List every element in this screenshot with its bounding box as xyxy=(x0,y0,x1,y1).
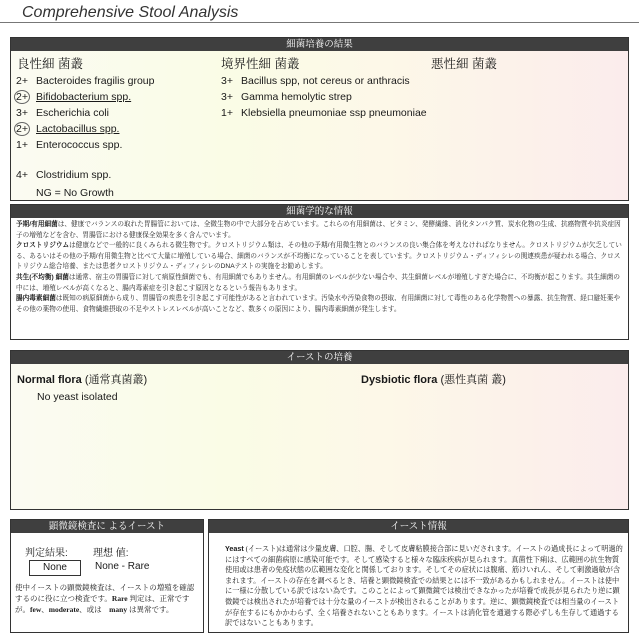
growth-grade: 1+ xyxy=(221,107,233,119)
microscopic-yeast-panel xyxy=(10,519,204,633)
imbalance-row xyxy=(221,107,427,119)
beneficial-row xyxy=(16,139,122,151)
yeast-culture-panel xyxy=(10,350,629,510)
reference-value: None - Rare xyxy=(95,561,150,572)
organism-name: Lactobacillus spp. xyxy=(36,123,120,135)
yeast-info-header: イースト情報 xyxy=(209,520,628,533)
growth-grade: 1+ xyxy=(16,139,28,151)
bacteria-info-panel xyxy=(10,204,629,340)
beneficial-column-heading: 良性細 菌叢 xyxy=(17,57,83,71)
imbalance-column-heading: 境界性細 菌叢 xyxy=(221,57,300,71)
organism-name: Escherichia coli xyxy=(36,107,109,119)
title-divider xyxy=(0,22,639,23)
growth-grade: 4+ xyxy=(16,169,28,181)
result-value: None xyxy=(29,560,81,576)
organism-name: Bifidobacterium spp. xyxy=(36,91,132,103)
imbalance-row xyxy=(221,75,410,87)
organism-name: Bacteroides fragilis group xyxy=(36,75,155,87)
yeast-culture-header: イーストの培養 xyxy=(11,351,628,364)
no-growth-legend: NG = No Growth xyxy=(36,187,114,199)
dysbiotic-column-heading: 悪性細 菌叢 xyxy=(431,57,497,71)
bacteria-info-text xyxy=(11,218,628,317)
report-title: Comprehensive Stool Analysis xyxy=(22,4,239,21)
beneficial-bacteria-paragraph: 予期/有用細菌は、健康でバランスの取れた胃腸管においては、全微生物の中で大部分を占めています。これらの有用細菌は、ビタミン、発酵繊維、消化タンパク質、炭水化物の生成、抗癌物質や抗炎症因子の増殖などを含む、胃腸管における健康保全効果を多く含んでいます。 xyxy=(16,221,621,239)
organism-name: Klebsiella pneumoniae ssp pneumoniae xyxy=(241,107,427,119)
beneficial-row xyxy=(16,123,119,135)
yeast-culture-result: No yeast isolated xyxy=(37,391,118,403)
commensal-paragraph: 共生(不均衡) 細菌は通常、宿主の胃腸管に対して病原性細菌でも、有用細菌でもありません。有用細菌のレベルが少ない場合や、共生細菌レベルが増殖しすぎた場合に、不均衡が起こります。共生細菌の中には、増殖レベルが高くなると、腸内毒素症を引き起こす原因となるという報告もあります。 xyxy=(16,273,621,292)
bacteria-culture-panel xyxy=(10,37,629,201)
bacteria-culture-header: 細菌培養の結果 xyxy=(11,38,628,51)
microscopic-yeast-header: 顕微鏡検査に よるイースト xyxy=(11,520,203,533)
normal-flora-heading: Normal flora (通常真菌叢) xyxy=(17,374,148,386)
organism-name: Clostridium spp. xyxy=(36,169,112,181)
beneficial-row xyxy=(16,91,131,103)
beneficial-row xyxy=(16,107,109,119)
clostridium-paragraph: クロストリジウムは健康などで一般的に良くみられる微生物です。クロストリジウム類は、その他の予期/有用微生物とのバランスの良い集合体を考えなければなりません。クロストリジウムが欠乏している、あるいはその他の予期/有用微生物と比べて大量に増殖している場合、細菌のバランスが不均衡になっていることを表しています。クロストリジウム・ディフィシレの関連疾患が疑われる場合、クロストリジウム総合培養、または患者クロストリジウム・ディフィシレのDNAテストの実施をお勧めします。 xyxy=(16,242,622,271)
beneficial-row xyxy=(16,169,111,181)
reference-label: 理想 値: xyxy=(93,548,129,559)
growth-grade: 3+ xyxy=(16,107,28,119)
yeast-info-panel xyxy=(208,519,629,633)
organism-name: Enterococcus spp. xyxy=(36,139,123,151)
growth-grade: 2+ xyxy=(16,91,28,103)
organism-name: Gamma hemolytic strep xyxy=(241,91,352,103)
dysbiotic-paragraph: 腸内毒素細菌は既知の病原細菌から成り、胃腸管の疾患を引き起こす可能性があると言われています。汚染水や汚染食物の摂取、有用細菌に対して毒性のある化学物質への暴露、抗生物質、経口避妊薬やその他の薬物の使用、食物繊維摂取の不足やストレスレベルが高いことなど、数多くの原因により、腸内毒素細菌が発生します。 xyxy=(16,295,621,313)
growth-grade: 2+ xyxy=(16,123,28,135)
growth-grade: 3+ xyxy=(221,75,233,87)
beneficial-row xyxy=(16,75,154,87)
dysbiotic-flora-heading: Dysbiotic flora (悪性真菌 叢) xyxy=(361,374,506,386)
yeast-info-text: Yeast (イースト)は通常は少量皮膚、口腔、腸、そして皮膚粘膜接合部に見いだされます。イーストの過成長によって明過的にはすべての細菌病原に感染可能です。そして感染すると様々な臨床疾病が見られます。真菌性下痢は、広範囲の抗生物質使用或は患者の免疫状態の広範囲な変化と関係しております。そしてその症状には腹痛、筋けいれん、そして刺激過敏が含まれます。イーストの存在を調べるとき、培養と顕微鏡検査での結果とには不一致があるかもしれません。イーストは使中に一様に分散している訳ではない為です。このことによって顕微鏡では検出できなかったが培養で成長が見られたり逆に顕微鏡では検出されたが培養では十分な量のイーストが検出されることがあります。逆に、顕微鏡検査では相当量のイーストが存在するにもかかわらず、全く培養されないこともあります。イーストは消化管を通過する際必ずしも生存して通過する訳ではないこともあります。 xyxy=(225,544,623,628)
result-label: 判定結果: xyxy=(25,548,68,559)
growth-grade: 3+ xyxy=(221,91,233,103)
microscopy-description: 使中イーストの顕微鏡検査は、イーストの増殖を確認するのに役に立つ検査です。Rare 判定は、正常ですが。few、moderate、或は many は異常です。 xyxy=(15,583,195,614)
organism-name: Bacillus spp, not cereus or anthracis xyxy=(241,75,410,87)
growth-grade: 2+ xyxy=(16,75,28,87)
imbalance-row xyxy=(221,91,352,103)
bacteria-info-header: 細菌学的な情報 xyxy=(11,205,628,218)
